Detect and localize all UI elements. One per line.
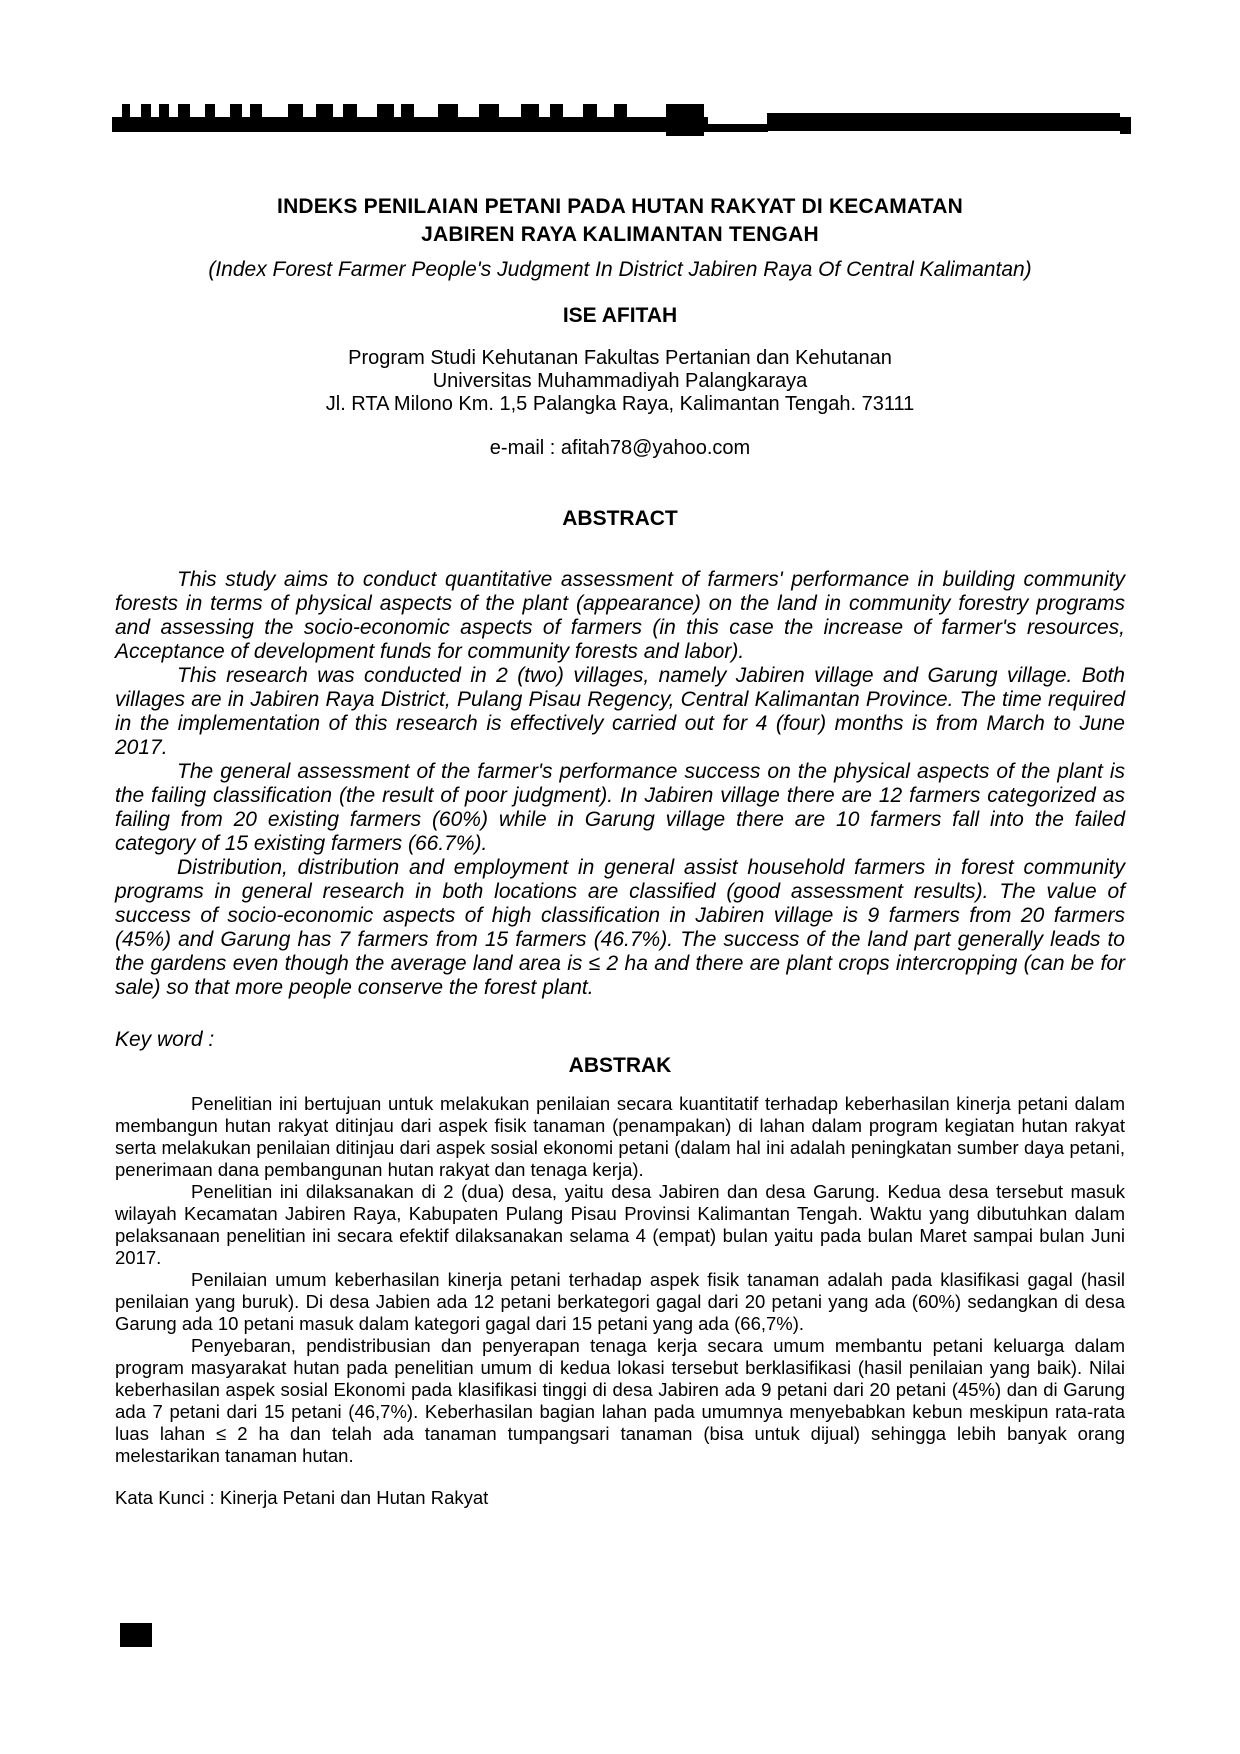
abstract-id-paragraph-4: Penyebaran, pendistribusian dan penyerapan tenaga kerja secara umum membantu petani keluarga dalam program masyarakat hutan pada penelitian umum di kedua lokasi tersebut berklasifikasi (hasil penilaian yang baik). Nilai keberhasilan aspek sosial Ekonomi pada klasifikasi tinggi di desa Jabiren ada 9 petani dari 20 petani (45%) dan di Garung ada 7 petani dari 15 petani (46,7%). Keberhasilan bagian lahan pada umumnya menyebabkan kebun meskipun rata-rata luas lahan ≤ 2 ha dan telah ada tanaman tumpangsari tanaman (bisa untuk dijual) sehingga lebih banyak orang melestarikan tanaman hutan.: [115, 1335, 1125, 1466]
paper-title-line1: INDEKS PENILAIAN PETANI PADA HUTAN RAKYAT DI KECAMATAN: [277, 195, 963, 218]
redacted-masthead-bars-icon: [0, 0, 1240, 140]
abstract-heading: ABSTRACT: [562, 507, 678, 530]
abstract-en-paragraph-4: Distribution, distribution and employment in general assist household farmers in forest community programs in general research in both locations are classified (good assessment results). The value of success of socio-economic aspects of high classification in Jabiren village is 9 farmers from 20 farmers (45%) and Garung has 7 farmers from 15 farmers (46.7%). The success of the land part generally leads to the gardens even though the average land area is ≤ 2 ha and there are plant crops intercropping (can be for sale) so that more people conserve the forest plant.: [115, 856, 1125, 999]
paper-title-english: (Index Forest Farmer People's Judgment In District Jabiren Raya Of Central Kalimantan): [208, 258, 1032, 281]
abstract-indonesian-body: [115, 1093, 1125, 1467]
abstract-en-paragraph-3: The general assessment of the farmer's performance success on the physical aspects of the plant is the failing classification (the result of poor judgment). In Jabiren village there are 12 farmers categorized as failing from 20 existing farmers (60%) while in Garung village there are 10 farmers fall into the failed category of 15 existing farmers (66.7%).: [115, 760, 1125, 855]
kata-kunci-line: Kata Kunci : Kinerja Petani dan Hutan Rakyat: [115, 1487, 489, 1508]
abstract-english-body: [115, 568, 1125, 1000]
abstract-id-paragraph-2: Penelitian ini dilaksanakan di 2 (dua) desa, yaitu desa Jabiren dan desa Garung. Kedua desa tersebut masuk wilayah Kecamatan Jabiren Raya, Kabupaten Pulang Pisau Provinsi Kalimantan Tengah. Waktu yang dibutuhkan dalam pelaksanaan penelitian ini secara efektif dilaksanakan selama 4 (empat) bulan yaitu pada bulan Maret sampai bulan Juni 2017.: [115, 1181, 1125, 1268]
abstrak-heading: ABSTRAK: [568, 1054, 672, 1077]
affiliation-line2: Universitas Muhammadiyah Palangkaraya: [432, 370, 808, 392]
author-name: ISE AFITAH: [562, 304, 678, 327]
abstract-en-paragraph-1: This study aims to conduct quantitative assessment of farmers' performance in building community forests in terms of physical aspects of the plant (appearance) on the land in community forestry programs and assessing the socio-economic aspects of farmers (in this case the increase of farmer's resources, Acceptance of development funds for community forests and labor).: [115, 568, 1125, 663]
abstract-id-paragraph-3: Penilaian umum keberhasilan kinerja petani terhadap aspek fisik tanaman adalah pada klasifikasi gagal (hasil penilaian yang buruk). Di desa Jabien ada 12 petani berkategori gagal dari 20 petani yang ada (60%) sedangkan di desa Garung ada 10 petani masuk dalam kategori gagal dari 15 petani yang ada (66,7%).: [115, 1269, 1125, 1334]
affiliation-line3: Jl. RTA Milono Km. 1,5 Palangka Raya, Kalimantan Tengah. 73111: [325, 393, 915, 415]
abstract-id-paragraph-1: Penelitian ini bertujuan untuk melakukan penilaian secara kuantitatif terhadap keberhasilan kinerja petani dalam membangun hutan rakyat ditinjau dari aspek fisik tanaman (penampakan) di lahan dalam program kegiatan hutan rakyat serta melakukan penilaian ditinjau dari aspek sosial ekonomi petani (dalam hal ini adalah peningkatan sumber daya petani, penerimaan dana pembangunan hutan rakyat dan tenaga kerja).: [115, 1093, 1125, 1180]
affiliation-line1: Program Studi Kehutanan Fakultas Pertanian dan Kehutanan: [348, 347, 892, 369]
redacted-masthead: [0, 0, 1240, 140]
affiliation-block: [115, 347, 1125, 416]
abstract-en-paragraph-2: This research was conducted in 2 (two) villages, namely Jabiren village and Garung village. Both villages are in Jabiren Raya District, Pulang Pisau Regency, Central Kalimantan Province. The time required in the implementation of this research is effectively carried out for 4 (four) months is from March to June 2017.: [115, 664, 1125, 759]
paper-title: [115, 193, 1125, 249]
keyword-label: Key word :: [115, 1028, 215, 1051]
paper-title-line2: JABIREN RAYA KALIMANTAN TENGAH: [421, 223, 819, 246]
page-marker-block: [120, 1623, 152, 1647]
author-email: e-mail : afitah78@yahoo.com: [489, 437, 751, 459]
